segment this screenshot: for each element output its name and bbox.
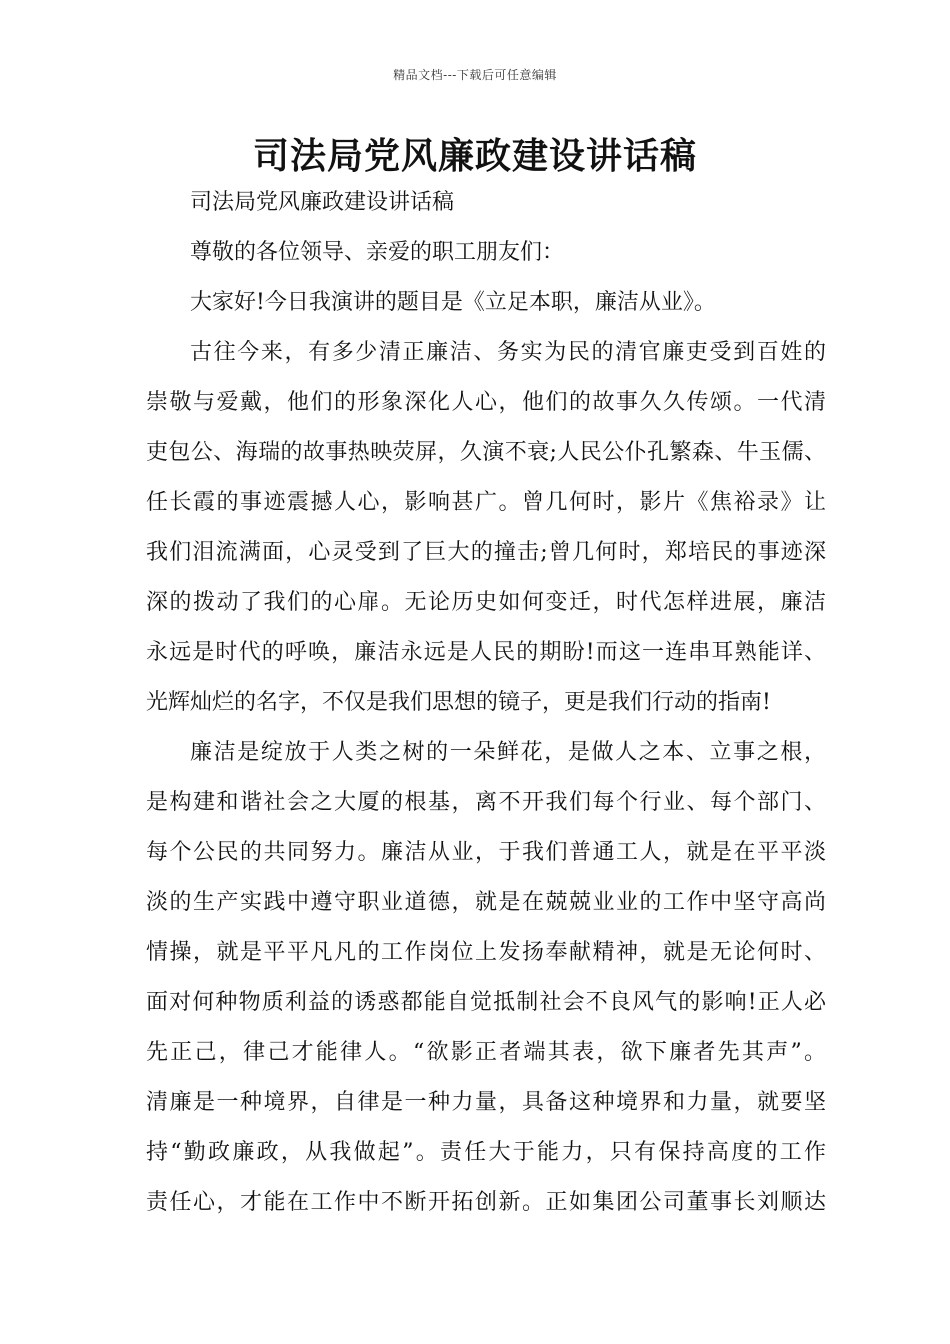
text-line: 深的拨动了我们的心扉。无论历史如何变迁，时代怎样进展，廉洁 (146, 590, 826, 615)
text-line: 我们泪流满面，心灵受到了巨大的撞击;曾几何时，郑培民的事迹深 (146, 540, 826, 565)
text-line: 光辉灿烂的名字，不仅是我们思想的镜子，更是我们行动的指南! (146, 690, 771, 715)
text-line: 吏包公、海瑞的故事热映荧屏，久演不衰;人民公仆孔繁森、牛玉儒、 (146, 440, 826, 465)
text-line: 永远是时代的呼唤，廉洁永远是人民的期盼!而这一连串耳熟能详、 (146, 640, 826, 665)
text-line: 廉洁是绽放于人类之树的一朵鲜花，是做人之本、立事之根， (190, 740, 826, 765)
text-line: 司法局党风廉政建设讲话稿 (190, 190, 455, 215)
document-body (146, 178, 826, 1228)
text-line: 持“勤政廉政，从我做起”。责任大于能力，只有保持高度的工作 (146, 1140, 826, 1165)
text-line: 清廉是一种境界，自律是一种力量，具备这种境界和力量，就要坚 (146, 1090, 826, 1115)
text-line: 淡的生产实践中遵守职业道德，就是在兢兢业业的工作中坚守高尚 (146, 890, 826, 915)
text-line: 面对何种物质利益的诱惑都能自觉抵制社会不良风气的影响!正人必 (146, 990, 826, 1015)
document-title: 司法局党风廉政建设讲话稿 (252, 135, 697, 177)
text-line: 崇敬与爱戴，他们的形象深化人心，他们的故事久久传颂。一代清 (146, 390, 826, 415)
text-line: 先正己，律己才能律人。“欲影正者端其表，欲下廉者先其声”。 (146, 1040, 826, 1065)
text-line: 情操，就是平平凡凡的工作岗位上发扬奉献精神，就是无论何时、 (146, 940, 826, 965)
text-line: 古往今来，有多少清正廉洁、务实为民的清官廉吏受到百姓的 (190, 340, 826, 365)
text-line: 是构建和谐社会之大厦的根基，离不开我们每个行业、每个部门、 (146, 790, 826, 815)
text-line: 责任心，才能在工作中不断开拓创新。正如集团公司董事长刘顺达 (146, 1190, 826, 1215)
text-line: 每个公民的共同努力。廉洁从业，于我们普通工人，就是在平平淡 (146, 840, 826, 865)
text-line: 任长霞的事迹震撼人心，影响甚广。曾几何时，影片《焦裕录》让 (146, 490, 826, 515)
text-line: 尊敬的各位领导、亲爱的职工朋友们： (190, 240, 565, 265)
header-note: 精品文档---下载后可任意编辑 (393, 68, 557, 82)
text-line: 大家好!今日我演讲的题目是《立足本职，廉洁从业》。 (190, 290, 716, 315)
